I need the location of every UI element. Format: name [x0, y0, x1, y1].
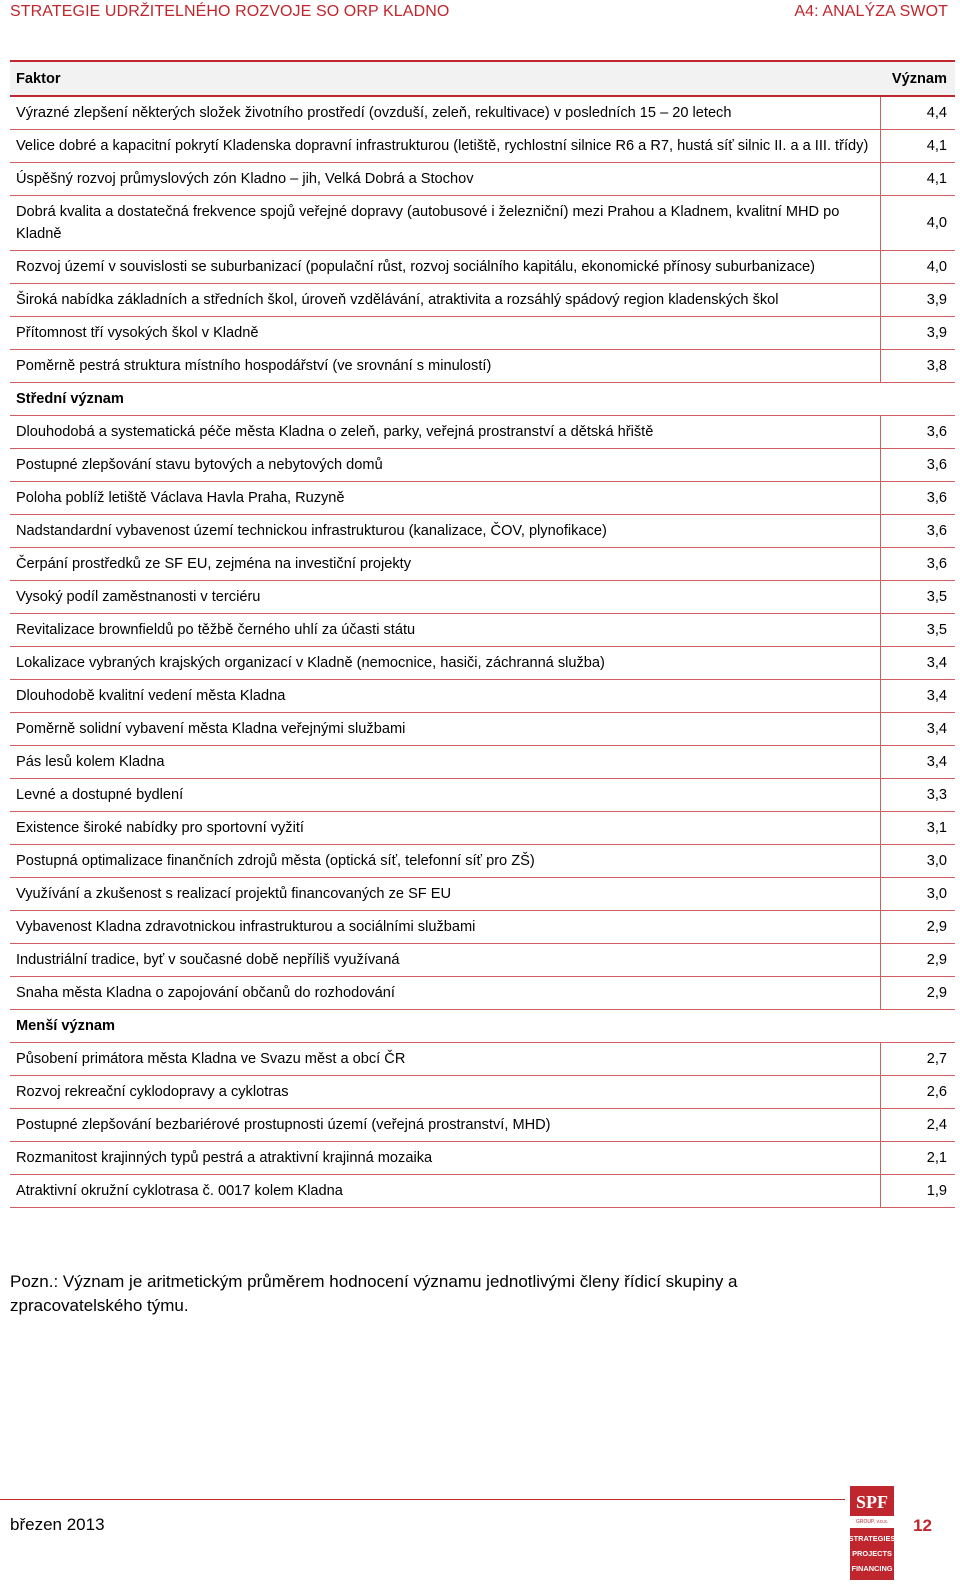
factor-cell: Čerpání prostředků ze SF EU, zejména na investiční projekty [10, 548, 880, 581]
factor-cell: Rozvoj území v souvislosti se suburbanizací (populační růst, rozvoj sociálního kapitálu, ekonomické přínosy suburbanizace) [10, 251, 880, 284]
table-row [10, 548, 955, 581]
value-cell: 3,4 [880, 680, 955, 713]
value-cell: 3,6 [880, 482, 955, 515]
value-cell: 2,6 [880, 1076, 955, 1109]
category-label: Menší význam [10, 1010, 880, 1043]
table-row [10, 614, 955, 647]
table-note: Pozn.: Význam je aritmetickým průměrem hodnocení významu jednotlivými členy řídicí skupiny a zpracovatelského týmu. [10, 1272, 738, 1315]
value-cell: 3,1 [880, 812, 955, 845]
footer-date: březen 2013 [10, 1515, 105, 1534]
factor-cell: Nadstandardní vybavenost území technickou infrastrukturou (kanalizace, ČOV, plynofikace) [10, 515, 880, 548]
factor-cell: Rozvoj rekreační cyklodopravy a cyklotras [10, 1076, 880, 1109]
factor-cell: Postupná optimalizace finančních zdrojů města (optická síť, telefonní síť pro ZŠ) [10, 845, 880, 878]
header-title: STRATEGIE UDRŽITELNÉHO ROZVOJE SO ORP KLADNO [10, 3, 450, 20]
factor-cell: Atraktivní okružní cyklotrasa č. 0017 kolem Kladna [10, 1175, 880, 1208]
table-row [10, 449, 955, 482]
value-cell: 3,0 [880, 845, 955, 878]
spf-logo [848, 1486, 896, 1582]
factor-cell: Široká nabídka základních a středních škol, úroveň vzdělávání, atraktivita a rozsáhlý spádový region kladenských škol [10, 284, 880, 317]
table-row [10, 1142, 955, 1175]
table-row [10, 944, 955, 977]
table-row [10, 1076, 955, 1109]
value-cell: 3,0 [880, 878, 955, 911]
factor-cell: Revitalizace brownfieldů po těžbě černého uhlí za účasti státu [10, 614, 880, 647]
column-header-factor: Faktor [10, 61, 880, 96]
factor-cell: Levné a dostupné bydlení [10, 779, 880, 812]
logo-mark: SPF [855, 1492, 889, 1512]
table-row [10, 878, 955, 911]
factor-cell: Výrazné zlepšení některých složek životního prostředí (ovzduší, zeleň, rekultivace) v posledních 15 – 20 letech [10, 96, 880, 130]
factor-cell: Poměrně pestrá struktura místního hospodářství (ve srovnání s minulostí) [10, 350, 880, 383]
value-cell: 3,8 [880, 350, 955, 383]
factor-cell: Pás lesů kolem Kladna [10, 746, 880, 779]
value-cell: 2,4 [880, 1109, 955, 1142]
table-row [10, 1175, 955, 1208]
table-row [10, 284, 955, 317]
value-cell: 4,1 [880, 163, 955, 196]
factor-cell: Využívání a zkušenost s realizací projektů financovaných ze SF EU [10, 878, 880, 911]
category-row [10, 383, 955, 416]
table-row [10, 977, 955, 1010]
factor-cell: Rozmanitost krajinných typů pestrá a atraktivní krajinná mozaika [10, 1142, 880, 1175]
factor-cell: Působení primátora města Kladna ve Svazu měst a obcí ČR [10, 1043, 880, 1076]
header-section: A4: ANALÝZA SWOT [794, 3, 948, 20]
value-cell: 3,9 [880, 284, 955, 317]
value-cell: 4,4 [880, 96, 955, 130]
swot-table-container [10, 60, 955, 1208]
value-cell [880, 1010, 955, 1043]
category-row [10, 1010, 955, 1043]
table-row [10, 1109, 955, 1142]
value-cell: 2,9 [880, 911, 955, 944]
value-cell: 4,1 [880, 130, 955, 163]
factor-cell: Lokalizace vybraných krajských organizací v Kladně (nemocnice, hasiči, záchranná služba) [10, 647, 880, 680]
logo-subtitle: GROUP, v.o.s. [855, 1519, 889, 1525]
footer-divider [0, 1499, 845, 1500]
factor-cell: Dlouhodobá a systematická péče města Kladna o zeleň, parky, veřejná prostranství a dětská hřiště [10, 416, 880, 449]
table-row [10, 515, 955, 548]
table-row [10, 317, 955, 350]
value-cell: 3,9 [880, 317, 955, 350]
page-number: 12 [913, 1516, 932, 1535]
factor-cell: Postupné zlepšování stavu bytových a nebytových domů [10, 449, 880, 482]
table-row [10, 713, 955, 746]
value-cell: 3,4 [880, 647, 955, 680]
factor-cell: Industriální tradice, byť v současné době nepříliš využívaná [10, 944, 880, 977]
factor-cell: Postupné zlepšování bezbariérové prostupnosti území (veřejná prostranství, MHD) [10, 1109, 880, 1142]
value-cell: 4,0 [880, 196, 955, 251]
table-row [10, 581, 955, 614]
factor-cell: Velice dobré a kapacitní pokrytí Kladenska dopravní infrastrukturou (letiště, rychlostní silnice R6 a R7, hustá síť silnic II. a a III. třídy) [10, 130, 880, 163]
table-row [10, 130, 955, 163]
value-cell: 3,6 [880, 416, 955, 449]
factor-cell: Poměrně solidní vybavení města Kladna veřejnými službami [10, 713, 880, 746]
table-row [10, 812, 955, 845]
category-label: Střední význam [10, 383, 880, 416]
factor-cell: Přítomnost tří vysokých škol v Kladně [10, 317, 880, 350]
table-header [10, 61, 955, 96]
table-row [10, 680, 955, 713]
table-row [10, 350, 955, 383]
value-cell: 3,5 [880, 614, 955, 647]
value-cell: 4,0 [880, 251, 955, 284]
table-row [10, 482, 955, 515]
factor-cell: Vybavenost Kladna zdravotnickou infrastrukturou a sociálními službami [10, 911, 880, 944]
logo-line-3: FINANCING [851, 1564, 893, 1573]
value-cell [880, 383, 955, 416]
table-row [10, 196, 955, 251]
factor-cell: Existence široké nabídky pro sportovní vyžití [10, 812, 880, 845]
value-cell: 3,3 [880, 779, 955, 812]
value-cell: 3,6 [880, 449, 955, 482]
table-row [10, 251, 955, 284]
value-cell: 2,1 [880, 1142, 955, 1175]
table-row [10, 416, 955, 449]
table-row [10, 163, 955, 196]
value-cell: 2,9 [880, 977, 955, 1010]
table-row [10, 779, 955, 812]
value-cell: 3,4 [880, 713, 955, 746]
factor-cell: Vysoký podíl zaměstnanosti v terciéru [10, 581, 880, 614]
table-row [10, 845, 955, 878]
table-row [10, 647, 955, 680]
spf-logo-icon [848, 1486, 896, 1582]
logo-line-1: STRATEGIES [848, 1534, 896, 1543]
factor-cell: Poloha poblíž letiště Václava Havla Praha, Ruzyně [10, 482, 880, 515]
value-cell: 3,5 [880, 581, 955, 614]
value-cell: 2,7 [880, 1043, 955, 1076]
table-row [10, 96, 955, 130]
table-row [10, 911, 955, 944]
value-cell: 2,9 [880, 944, 955, 977]
table-body [10, 96, 955, 1208]
value-cell: 3,4 [880, 746, 955, 779]
logo-line-2: PROJECTS [852, 1549, 892, 1558]
factor-cell: Dlouhodobě kvalitní vedení města Kladna [10, 680, 880, 713]
value-cell: 3,6 [880, 548, 955, 581]
column-header-value: Význam [880, 61, 955, 96]
factor-cell: Dobrá kvalita a dostatečná frekvence spojů veřejné dopravy (autobusové i železniční) mezi Prahou a Kladnem, kvalitní MHD po Kladně [10, 196, 880, 251]
value-cell: 1,9 [880, 1175, 955, 1208]
table-row [10, 1043, 955, 1076]
swot-table [10, 60, 955, 1208]
table-row [10, 746, 955, 779]
value-cell: 3,6 [880, 515, 955, 548]
page-header [10, 0, 948, 24]
factor-cell: Úspěšný rozvoj průmyslových zón Kladno – jih, Velká Dobrá a Stochov [10, 163, 880, 196]
factor-cell: Snaha města Kladna o zapojování občanů do rozhodování [10, 977, 880, 1010]
